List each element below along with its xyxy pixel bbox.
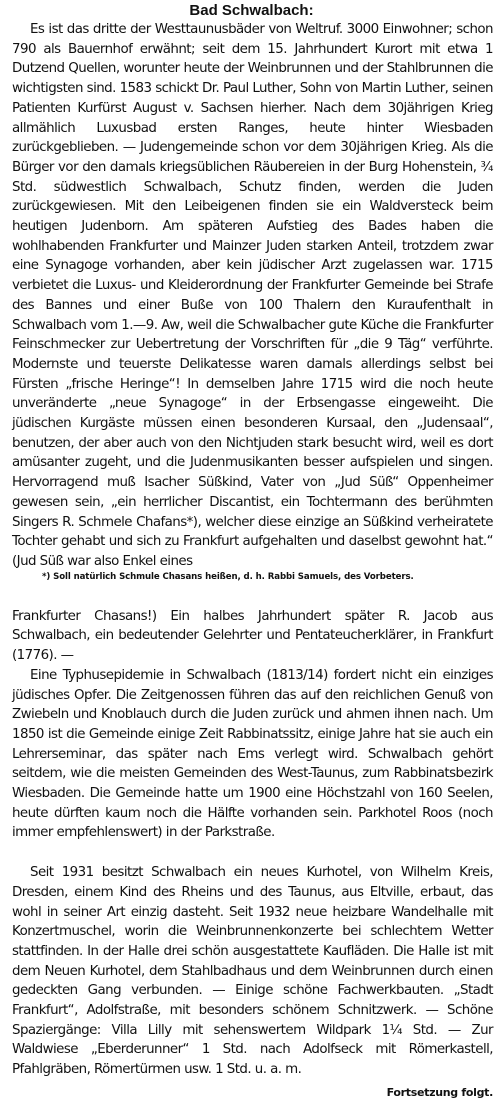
section-gap <box>0 843 503 863</box>
paragraph-history: Es ist das dritte der Westtaunusbäder von Weltruf. 3000 Einwohner; schon 790 als Bauernhof erwähnt; seit dem 15. Jahrhundert Kurort mit etwa 1 Dutzend Quellen, worunter heute der Weinbrunnen und der Stahlbrunnen die wichtigsten sind. 1583 schickt Dr. Paul Luther, Sohn von Martin Luther, seinen Patienten Kurfürst August v. Sachsen hierher. Nach dem 30jährigen Krieg allmählich Luxusbad ersten Ranges, heute hinter Wiesbaden zurückgeblieben. — Judengemeinde schon vor dem 30jährigen Krieg. Als die Bürger vor den damals kriegsüblichen Räubereien in der Burg Hohenstein, ¾ Std. südwestlich Schwalbach, Schutz finden, werden die Juden zurückgewiesen. Mit den Leibeigenen finden sie ein Waldversteck beim heutigen Judenborn. Am späteren Aufstieg des Bades haben die wohlhabenden Frankfurter und Mainzer Juden starken Anteil, trotzdem zwar eine Synagoge vorhanden, aber kein jüdischer Arzt zugelassen war. 1715 verbietet die Luxus- und Kleiderordnung der Frankfurter Gemeinde bei Strafe des Bannes und einer Buße von 100 Thalern den Kuraufenthalt in Schwalbach vom 1.—9. Aw, weil die Schwalbacher gute Küche die Frankfurter Feinschmecker zur Uebertretung der Vorschriften für „die 9 Täg“ verführte. Modernste und teuerste Delikatesse waren damals allerdings selbst bei Fürsten „frische Heringe“! In demselben Jahre 1715 wird die noch heute unveränderte „neue Synagoge“ in der Erbsengasse eingeweiht. Die jüdischen Kurgäste müssen einen besonderen Kursaal, den „Judensaal“, benutzen, der aber auch von den Nichtjuden stark besucht wird, weil es dort amüsanter zugeht, und die Judenmusikanten besser aufspielen und singen. Hervorragend muß Isacher Süßkind, Vater von „Jud Süß“ Oppenheimer gewesen sein, „ein herrlicher Discantist, ein Tochtermann des berühmten Singers R. Schmele Chafans*), welcher diese einzige an Süßkind verheiratete Tochter gehabt und sich zu Frankfurt aufgehalten und daselbst gewohnt hat.“ (Jud Süß war also Enkel eines <box>12 22 493 569</box>
page-title: Bad Schwalbach: <box>189 2 314 19</box>
footnote: *) Soll natürlich Schmule Chasans heißen, d. h. Rabbi Samuels, des Vorbeters. <box>42 571 414 582</box>
continued-note: Fortsetzung folgt. <box>386 1085 493 1099</box>
paragraph-kurhotel: Seit 1931 besitzt Schwalbach ein neues Kurhotel, von Wilhelm Kreis, Dresden, einem Kind des Rheins und des Taunus, aus Eltville, erbaut, das wohl in seiner Art einzig dasteht. Seit 1932 neue heizbare Wandelhalle mit Konzertmuschel, worin die Weinbrunnenkonzerte bei schlechtem Wetter stattfinden. In der Halle drei schön ausgestattete Kaufläden. Die Halle ist mit dem Neuen Kurhotel, dem Stahlbadhaus und dem Weinbrunnen durch einen gedeckten Gang verbunden. — Einige schöne Fachwerkbauten. „Stadt Frankfurt“, Adolfstraße, mit besonders schönem Schnitzwerk. — Schöne Spaziergänge: Villa Lilly mit sehenswertem Wildpark 1¼ Std. — Zur Waldwiese „Eberderunner“ 1 Std. nach Adolfseck mit Römerkastell, Pfahlgräben, Römertürmen usw. 1 Std. u. a. m. <box>12 865 493 1078</box>
paragraph-continuation: Frankfurter Chasans!) Ein halbes Jahrhundert später R. Jacob aus Schwalbach, ein bedeutender Gelehrter und Pentateucherklärer, in Frankfurt (1776). — <box>12 608 493 664</box>
section-gap <box>0 583 503 607</box>
paragraph-typhus: Eine Typhusepidemie in Schwalbach (1813/14) fordert nicht ein einziges jüdisches Opfer. Die Zeitgenossen führen das auf den reichlichen Genuß von Zwiebeln und Knoblauch durch die Juden zurück und ahmen ihnen nach. Um 1850 ist die Gemeinde einige Zeit Rabbinatssitz, einige Jahre hat sie auch ein Lehrerseminar, das später nach Ems verlegt wird. Schwalbach gehört seitdem, wie die meisten Gemeinden des West-Taunus, zum Rabbinatsbezirk Wiesbaden. Die Gemeinde hatte um 1900 eine Höchstzahl von 160 Seelen, heute dürften kaum noch die Hälfte vorhanden sein. Parkhotel Roos (noch immer empfehlenswert) in der Parkstraße. <box>12 667 493 841</box>
